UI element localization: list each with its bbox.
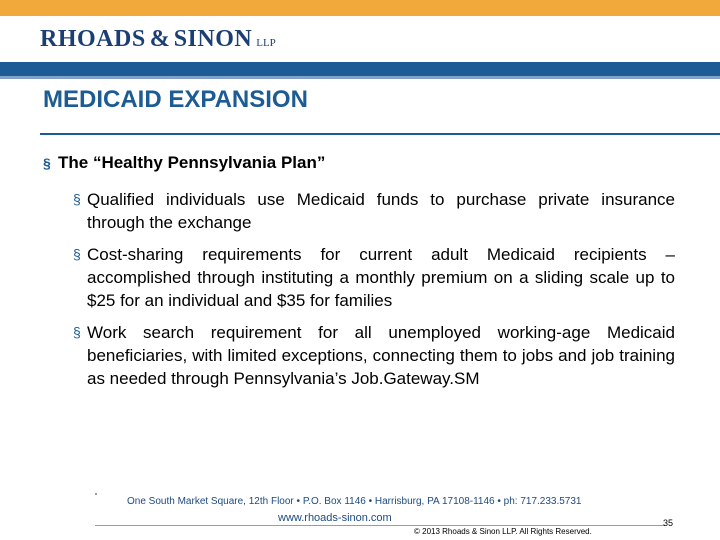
bullet-icon: § [43,155,51,171]
top-bar-gap [0,16,720,20]
footer-dot [95,493,97,495]
header-blue-band [0,62,720,76]
top-orange-bar [0,0,720,16]
logo-name-first: RHOADS [40,26,146,52]
bullet-level1-text: The “Healthy Pennsylvania Plan” [58,153,326,172]
bullet-icon: § [73,246,81,262]
bullet-icon: § [73,191,81,207]
bullet-level2-item [73,321,675,390]
slide-title: MEDICAID EXPANSION [43,86,308,113]
logo-suffix: LLP [256,37,276,49]
header-light-stripe [0,76,720,79]
bullet-icon: § [73,324,81,340]
bullet-level2-text: Cost-sharing requirements for current adult Medicaid recipients – accomplished through instituting a monthly premium on a sliding scale up to $25 for an individual and $35 for families [87,245,675,310]
copyright-text: © 2013 Rhoads & Sinon LLP. All Rights Reserved. [414,527,592,536]
page-number: 35 [663,518,674,528]
title-underline [40,133,720,135]
bullet-level1 [43,152,675,174]
bullet-level2-item [73,188,675,234]
footer-address: One South Market Square, 12th Floor • P.O. Box 1146 • Harrisburg, PA 17108-1146 • ph: 717.233.5731 [127,496,582,507]
bullet-level2-item [73,243,675,312]
bullet-level2-text: Qualified individuals use Medicaid funds to purchase private insurance through the exchange [87,190,675,232]
slide-body [43,152,675,399]
bullet-level2-text: Work search requirement for all unemployed working-age Medicaid beneficiaries, with limited exceptions, connecting them to jobs and job training as needed through Pennsylvania’s Job.Gateway.SM [87,323,675,388]
footer-divider [95,525,665,526]
logo-name-second: SINON [173,26,253,52]
logo-ampersand: & [149,26,170,52]
footer-url-link[interactable]: www.rhoads-sinon.com [278,512,392,524]
firm-logo [40,26,276,53]
